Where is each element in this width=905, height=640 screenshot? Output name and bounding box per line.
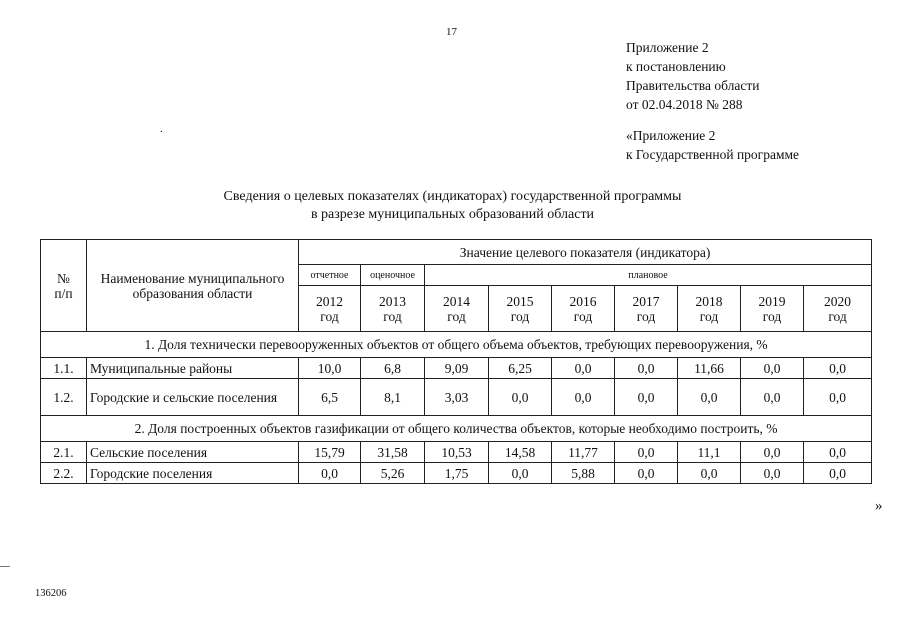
header-year: 2019 год (741, 286, 804, 332)
row-name: Муниципальные районы (87, 358, 299, 379)
section-title: 1. Доля технически перевооруженных объектов от общего объема объектов, требующих перевооружения, % (41, 332, 872, 358)
appendix-header (626, 38, 759, 114)
value-cell: 10,0 (299, 358, 361, 379)
row-number: 2.1. (41, 442, 87, 463)
document-code: 136206 (35, 588, 67, 599)
appendix-original-line: «Приложение 2 (626, 128, 716, 143)
row-number: 1.2. (41, 379, 87, 416)
value-cell: 0,0 (741, 379, 804, 416)
value-cell: 0,0 (804, 358, 872, 379)
header-year: 2015 год (489, 286, 552, 332)
header-name: Наименование муниципального образования области (87, 240, 299, 332)
value-cell: 0,0 (489, 379, 552, 416)
row-number: 2.2. (41, 463, 87, 484)
header-year: 2020 год (804, 286, 872, 332)
value-cell: 0,0 (615, 358, 678, 379)
value-cell: 0,0 (741, 358, 804, 379)
value-cell: 0,0 (299, 463, 361, 484)
value-cell: 1,75 (425, 463, 489, 484)
header-year: 2014 год (425, 286, 489, 332)
value-cell: 15,79 (299, 442, 361, 463)
value-cell: 0,0 (678, 463, 741, 484)
value-cell: 11,1 (678, 442, 741, 463)
value-cell: 0,0 (552, 358, 615, 379)
header-year: 2012 год (299, 286, 361, 332)
appendix-header-line: Правительства области (626, 78, 760, 93)
value-cell: 6,25 (489, 358, 552, 379)
row-name: Городские поселения (87, 463, 299, 484)
header-year: 2013 год (361, 286, 425, 332)
value-cell: 0,0 (741, 463, 804, 484)
value-cell: 0,0 (552, 379, 615, 416)
value-cell: 3,03 (425, 379, 489, 416)
value-cell: 0,0 (678, 379, 741, 416)
value-cell: 0,0 (615, 379, 678, 416)
row-name: Сельские поселения (87, 442, 299, 463)
value-cell: 0,0 (615, 463, 678, 484)
table-row (41, 442, 872, 463)
value-cell: 11,77 (552, 442, 615, 463)
appendix-original-line: к Государственной программе (626, 147, 800, 162)
table-row (41, 358, 872, 379)
row-name: Городские и сельские поселения (87, 379, 299, 416)
value-cell: 0,0 (804, 463, 872, 484)
header-reported: отчетное (299, 265, 361, 286)
closing-quote: » (875, 498, 883, 514)
section-row (41, 332, 872, 358)
value-cell: 31,58 (361, 442, 425, 463)
value-cell: 0,0 (804, 442, 872, 463)
value-cell: 5,88 (552, 463, 615, 484)
header-planned: плановое (425, 265, 872, 286)
section-title: 2. Доля построенных объектов газификации от общего количества объектов, которые необходимо построить, % (41, 416, 872, 442)
value-cell: 14,58 (489, 442, 552, 463)
document-title (0, 188, 905, 224)
header-year: 2017 год (615, 286, 678, 332)
title-line-1: Сведения о целевых показателях (индикаторах) государственной программы (223, 189, 682, 204)
margin-mark (0, 566, 10, 567)
appendix-header-line: от 02.04.2018 № 288 (626, 97, 743, 112)
appendix-original (626, 126, 799, 164)
value-cell: 0,0 (489, 463, 552, 484)
value-cell: 0,0 (804, 379, 872, 416)
section-row (41, 416, 872, 442)
appendix-header-line: Приложение 2 (626, 40, 709, 55)
table-row (41, 379, 872, 416)
table-row (41, 463, 872, 484)
header-value-group: Значение целевого показателя (индикатора) (299, 240, 872, 265)
appendix-header-line: к постановлению (626, 59, 726, 74)
value-cell: 9,09 (425, 358, 489, 379)
header-estimated: оценочное (361, 265, 425, 286)
value-cell: 8,1 (361, 379, 425, 416)
stray-mark: . (160, 123, 163, 135)
header-year: 2018 год (678, 286, 741, 332)
page-number: 17 (446, 26, 457, 38)
title-line-2: в разрезе муниципальных образований области (310, 207, 595, 222)
value-cell: 10,53 (425, 442, 489, 463)
value-cell: 0,0 (741, 442, 804, 463)
indicators-table (40, 239, 872, 484)
value-cell: 0,0 (615, 442, 678, 463)
value-cell: 6,8 (361, 358, 425, 379)
value-cell: 6,5 (299, 379, 361, 416)
value-cell: 11,66 (678, 358, 741, 379)
header-year: 2016 год (552, 286, 615, 332)
row-number: 1.1. (41, 358, 87, 379)
header-num: № п/п (41, 240, 87, 332)
value-cell: 5,26 (361, 463, 425, 484)
